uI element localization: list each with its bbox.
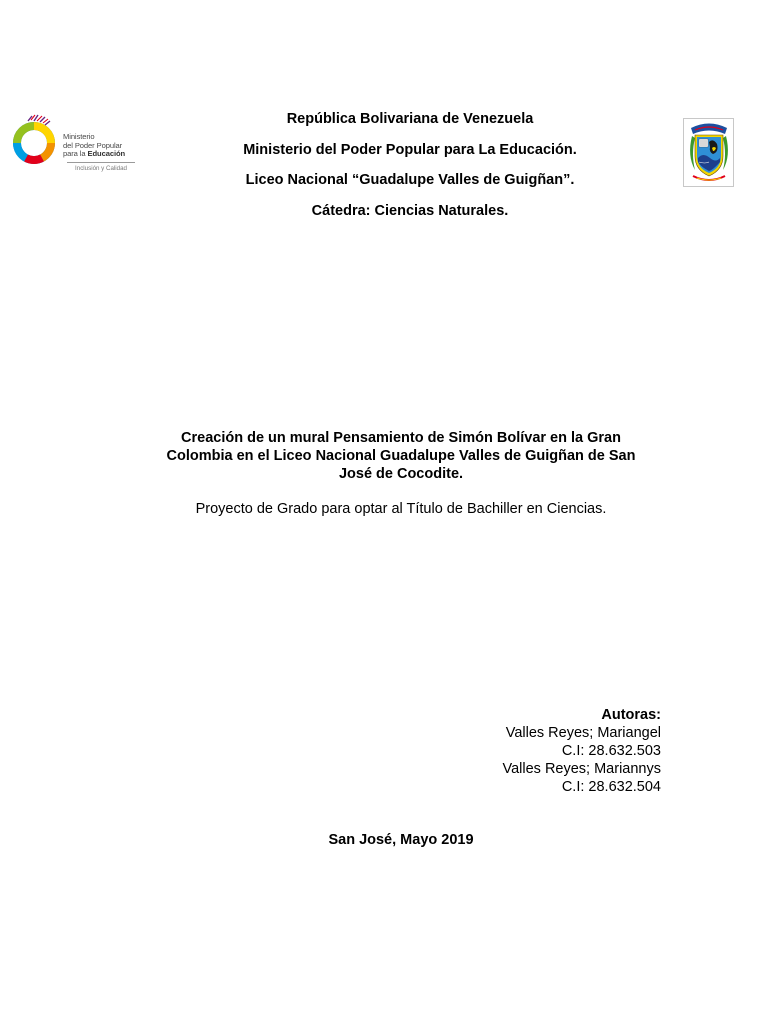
header-line-school: Liceo Nacional “Guadalupe Valles de Guigñan”.: [245, 172, 575, 189]
ministerio-logo-emphasis: Educación: [87, 149, 126, 159]
colored-ring-icon: [10, 114, 60, 170]
author-2-id: C.I: 28.632.504: [561, 779, 661, 795]
project-subtitle: Proyecto de Grado para optar al Título de Bachiller en Ciencias.: [195, 501, 607, 517]
header-line-country: República Bolivariana de Venezuela: [286, 111, 534, 127]
ministerio-logo-line-3-prefix: para la: [63, 149, 86, 159]
header-line-ministry: Ministerio del Poder Popular para La Educación.: [243, 141, 577, 158]
header-line-chair: Cátedra: Ciencias Naturales.: [311, 202, 509, 219]
ministerio-logo-tagline: Inclusión y Calidad: [75, 165, 127, 172]
school-crest-logo: [683, 118, 735, 188]
ministerio-logo-line-2: del Poder Popular: [63, 140, 123, 150]
ministerio-logo-line-3: [63, 150, 135, 159]
project-title: Creación de un mural Pensamiento de Simón Bolívar en la Gran Colombia en el Liceo Nacional Guadalupe Valles de Guigñan de San José de Cocodite.: [166, 430, 636, 482]
place-date: San José, Mayo 2019: [328, 832, 474, 848]
author-1-name: Valles Reyes; Mariangel: [505, 725, 661, 741]
ministerio-logo-divider: [67, 162, 135, 163]
ministerio-logo-line-1: Ministerio: [63, 132, 95, 141]
author-2-name: Valles Reyes; Mariannys: [502, 761, 661, 777]
institution-header: [180, 109, 640, 231]
ministerio-educacion-logo: [10, 114, 132, 178]
author-1-id: C.I: 28.632.503: [561, 743, 661, 759]
authors-block: [420, 706, 661, 796]
ministerio-logo-text: [63, 133, 135, 159]
crest-icon: [683, 118, 735, 188]
authors-heading: Autoras:: [601, 707, 661, 723]
